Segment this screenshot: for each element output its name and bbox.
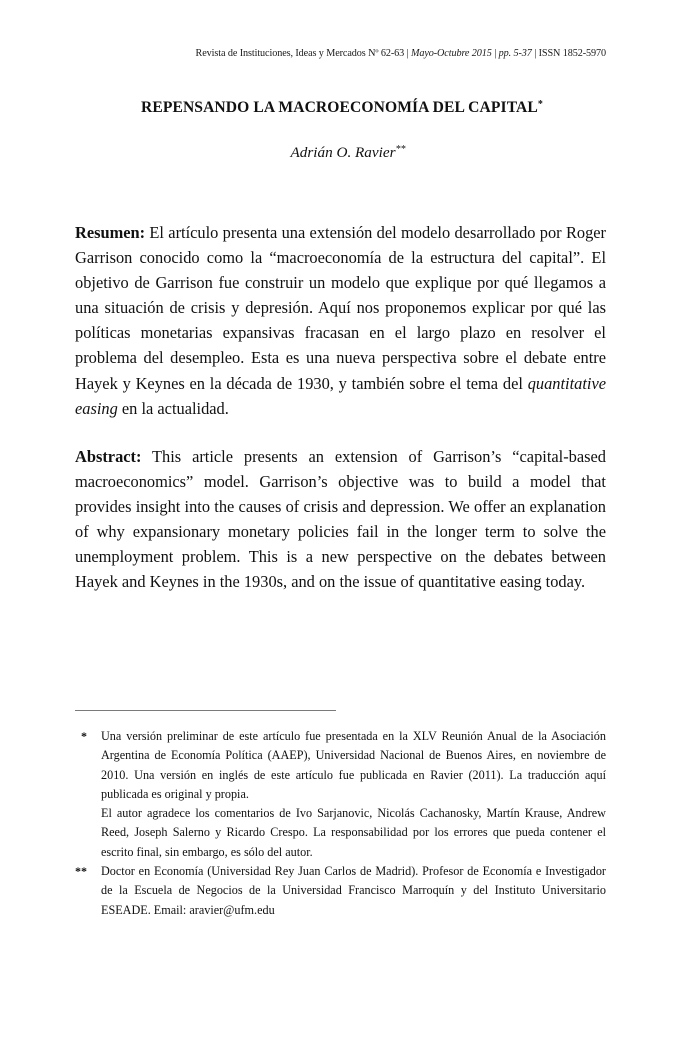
footnotes — [75, 727, 606, 920]
header-separator: | — [404, 48, 411, 59]
footnote-1 — [75, 727, 606, 862]
footnote-marker: * — [81, 729, 87, 743]
header-separator: | — [491, 48, 499, 59]
resumen-text-end: en la actualidad. — [117, 398, 229, 418]
title-footnote-marker[interactable]: * — [537, 99, 544, 110]
issue-period: Mayo-Octubre 2015 — [410, 48, 492, 59]
author-footnote-marker[interactable]: ** — [395, 144, 406, 155]
running-header — [84, 47, 606, 61]
abstract-paragraph — [75, 444, 606, 595]
article-title — [0, 98, 680, 118]
header-separator: | — [531, 48, 539, 59]
journal-name: Revista de Instituciones, Ideas y Mercados Nº 62-63 — [195, 48, 405, 59]
footnote-1-paragraph-1: Una versión preliminar de este artículo fue presentada en la XLV Reunión Anual de la Asociación Argentina de Economía Política (AAEP), Universidad Nacional de Buenos Aires, en noviembre de 2010. Una versión en inglés de este artículo fue publicada en Ravier (2011). La traducción aquí publicada es original y propia. — [101, 729, 606, 801]
resumen-paragraph — [75, 220, 606, 421]
author-name: Adrián O. Ravier — [290, 144, 396, 161]
abstract-label: Abstract: — [75, 447, 142, 466]
author-line — [0, 143, 680, 163]
footnote-marker: ** — [75, 864, 87, 879]
footnote-2-paragraph-1: Doctor en Economía (Universidad Rey Juan Carlos de Madrid). Profesor de Economía e Investigador de la Escuela de Negocios de la Universidad Francisco Marroquín y del Instituto Universitario ESEADE. Email: aravier@ufm.edu — [101, 864, 606, 917]
page-range: pp. 5-37 — [498, 48, 532, 59]
issn: ISSN 1852-5970 — [538, 48, 606, 59]
footnote-2 — [75, 862, 606, 920]
footnote-divider — [75, 710, 336, 711]
abstract-text: This article presents an extension of Garrison’s “capital-based macroeconomics” model. Garrison’s objective was to build a model that provides insight into the causes of crisis and depression. We offer an explanation of why expansionary monetary policies fail in the longer term to solve the unemployment problem. This is a new perspective on the debates between Hayek and Keynes in the 1930s, and on the issue of quantitative easing today. — [75, 447, 606, 592]
resumen-text: El artículo presenta una extensión del modelo desarrollado por Roger Garrison conocido como la “macroeconomía de la estructura del capital”. El objetivo de Garrison fue construir un modelo que explique por qué llegamos a una situación de crisis y depresión. Aquí nos proponemos explicar por qué las políticas monetarias expansivas fracasan en el largo plazo en resolver el problema del desempleo. Esta es una nueva perspectiva sobre el debate entre Hayek y Keynes en la década de 1930, y también sobre el tema del — [75, 223, 606, 393]
footnote-1-paragraph-2: El autor agradece los comentarios de Ivo Sarjanovic, Nicolás Cachanosky, Martín Krause, Andrew Reed, Joseph Salerno y Ricardo Crespo. La responsabilidad por los errores que pueda contener el escrito final, sin embargo, es sólo del autor. — [101, 806, 606, 859]
title-text: REPENSANDO LA MACROECONOMÍA DEL CAPITAL — [140, 99, 538, 116]
resumen-italic-term: quantitative easing — [75, 373, 606, 418]
resumen-label: Resumen: — [75, 223, 146, 242]
